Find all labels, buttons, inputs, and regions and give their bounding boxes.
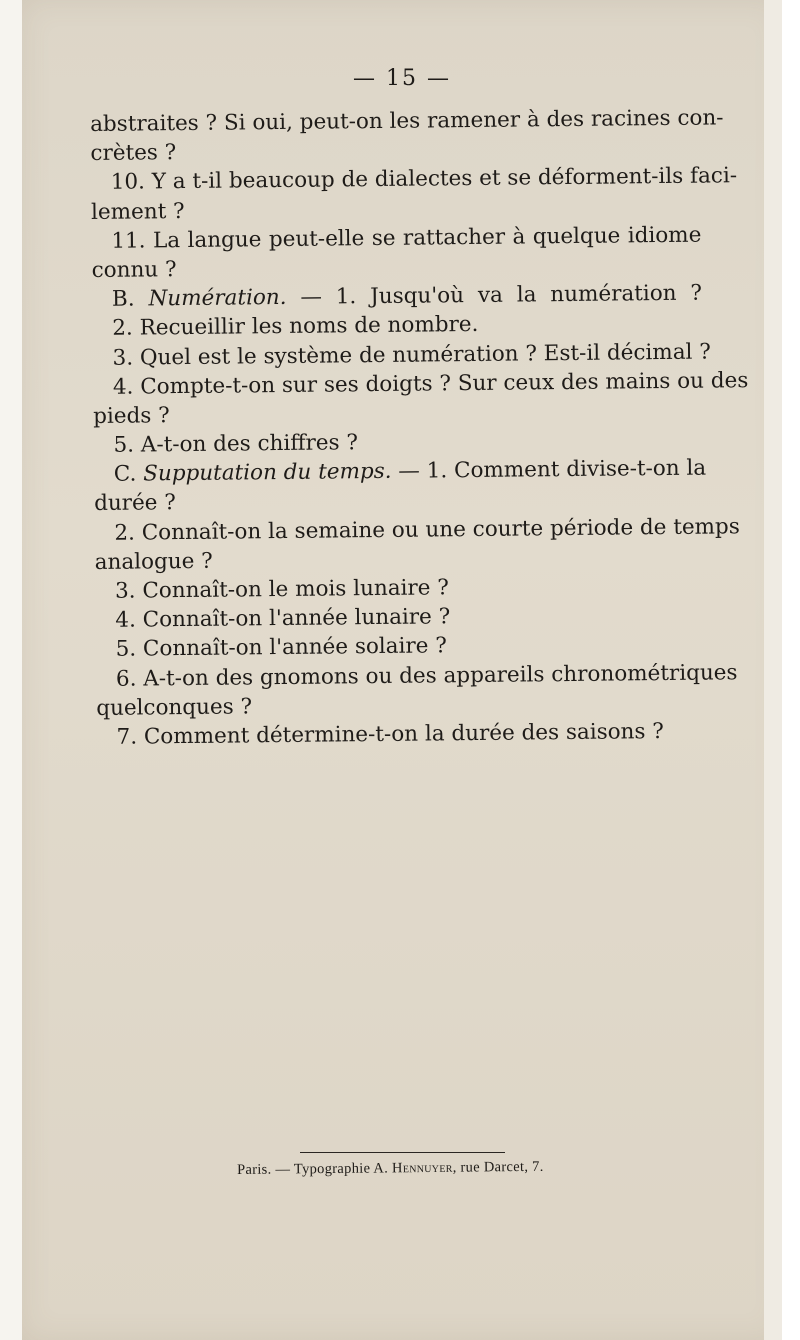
paragraph-block-language bbox=[90, 104, 738, 286]
text-line: 3. Quel est le système de numération ? Est-il décimal ? bbox=[112, 339, 711, 371]
text-line: analogue ? bbox=[94, 548, 213, 575]
text-line: 11. La langue peut-elle se rattacher à quelque idiome bbox=[111, 222, 702, 254]
printer-name: Hennuyer bbox=[391, 1159, 453, 1177]
text-line: 7. Comment détermine-t-on la durée des saisons ? bbox=[116, 718, 664, 750]
page-number: — 15 — bbox=[353, 66, 451, 91]
text-line: abstraites ? Si oui, peut-on les ramener à des racines con- bbox=[90, 105, 724, 137]
section-letter: C. bbox=[113, 461, 144, 488]
text-line: lement ? bbox=[90, 198, 185, 225]
text-line: quelconques ? bbox=[96, 694, 253, 721]
text-line: 2. Recueillir les noms de nombre. bbox=[112, 312, 479, 342]
text-line: durée ? bbox=[93, 490, 176, 517]
text-line: connu ? bbox=[91, 257, 177, 283]
section-first-question: — 1. Comment divise-t-on la bbox=[391, 455, 707, 485]
section-letter: B. bbox=[111, 286, 149, 312]
text-line: 6. A-t-on des gnomons ou des appareils chronométriques bbox=[115, 659, 738, 692]
printer-imprint bbox=[237, 1159, 544, 1179]
imprint-prefix: Paris. — Typographie A. bbox=[237, 1160, 393, 1178]
text-line: 4. Compte-t-on sur ses doigts ? Sur ceux des mains ou des bbox=[112, 367, 749, 400]
imprint-address: , rue Darcet, 7. bbox=[452, 1158, 544, 1176]
paragraph-block-time bbox=[93, 483, 740, 752]
body-text bbox=[90, 104, 749, 752]
footer-rule bbox=[300, 1152, 505, 1153]
paragraph-block-numeration bbox=[92, 308, 749, 460]
book-page bbox=[22, 0, 782, 1340]
text-line: 3. Connaît-on le mois lunaire ? bbox=[114, 575, 449, 604]
text-line: pieds ? bbox=[93, 403, 170, 429]
scan-right-margin bbox=[764, 0, 782, 1340]
section-title: Numération. bbox=[148, 285, 287, 312]
text-line: 10. Y a t-il beaucoup de dialectes et se déforment-ils faci- bbox=[110, 163, 738, 196]
text-line: 5. Connaît-on l'année solaire ? bbox=[115, 633, 447, 663]
text-line: 4. Connaît-on l'année lunaire ? bbox=[115, 604, 451, 633]
scan-left-margin bbox=[0, 0, 22, 1340]
text-line: 5. A-t-on des chiffres ? bbox=[113, 430, 359, 458]
section-title: Supputation du temps. bbox=[143, 459, 392, 487]
text-line: 2. Connaît-on la semaine ou une courte période de temps bbox=[114, 513, 740, 546]
section-first-question: — 1. Jusqu'où va la numération ? bbox=[286, 280, 703, 311]
text-line: crètes ? bbox=[90, 140, 177, 167]
